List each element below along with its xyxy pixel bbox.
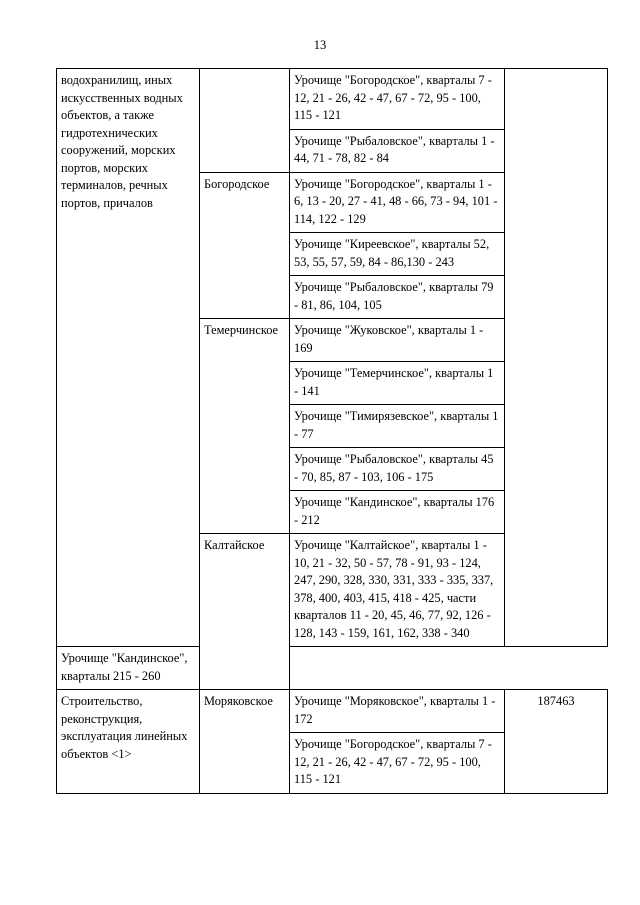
area-cell: Богородское — [200, 172, 290, 319]
area-cell — [200, 69, 290, 173]
table-row — [57, 69, 608, 130]
table-row — [57, 690, 608, 733]
location-cell: Урочище "Кандинское", кварталы 215 - 260 — [57, 647, 200, 690]
area-cell: Темерчинское — [200, 319, 290, 534]
page-number: 13 — [313, 38, 327, 52]
location-cell: Урочище "Жуковское", кварталы 1 - 169 — [290, 319, 505, 362]
location-cell: Урочище "Моряковское", кварталы 1 - 172 — [290, 690, 505, 733]
location-cell: Урочище "Богородское", кварталы 7 - 12, 21 - 26, 42 - 47, 67 - 72, 95 - 100, 115 - 121 — [290, 69, 505, 130]
location-cell: Урочище "Тимирязевское", кварталы 1 - 77 — [290, 405, 505, 448]
use-type-cell: водохранилищ, иных искусственных водных объектов, а также гидротехнических сооружений, морских портов, морских терминалов, речных портов, причалов — [57, 69, 200, 647]
location-cell: Урочище "Калтайское", кварталы 1 - 10, 21 - 32, 50 - 57, 78 - 91, 93 - 124, 247, 290, 328, 330, 331, 333 - 335, 337, 378, 400, 403, 415, 418 - 425, части кварталов 11 - 20, 45, 46, 77, 92, 126 - 128, 143 - 159, 161, 162, 338 - 340 — [290, 534, 505, 647]
forestry-table — [56, 68, 608, 794]
use-type-cell: Строительство, реконструкция, эксплуатация линейных объектов <1> — [57, 690, 200, 794]
total-cell — [505, 69, 608, 647]
location-cell: Урочище "Темерчинское", кварталы 1 - 141 — [290, 362, 505, 405]
location-cell: Урочище "Рыбаловское", кварталы 45 - 70, 85, 87 - 103, 106 - 175 — [290, 448, 505, 491]
table-row — [57, 647, 608, 690]
location-cell: Урочище "Киреевское", кварталы 52, 53, 55, 57, 59, 84 - 86,130 - 243 — [290, 233, 505, 276]
area-cell: Калтайское — [200, 534, 290, 690]
location-cell: Урочище "Кандинское", кварталы 176 - 212 — [290, 491, 505, 534]
location-cell: Урочище "Рыбаловское", кварталы 1 - 44, 71 - 78, 82 - 84 — [290, 129, 505, 172]
area-cell: Моряковское — [200, 690, 290, 794]
total-cell: 187463 — [505, 690, 608, 794]
location-cell: Урочище "Рыбаловское", кварталы 79 - 81, 86, 104, 105 — [290, 276, 505, 319]
location-cell: Урочище "Богородское", кварталы 1 - 6, 13 - 20, 27 - 41, 48 - 66, 73 - 94, 101 - 114, 122 - 129 — [290, 172, 505, 233]
location-cell: Урочище "Богородское", кварталы 7 - 12, 21 - 26, 42 - 47, 67 - 72, 95 - 100, 115 - 121 — [290, 733, 505, 794]
